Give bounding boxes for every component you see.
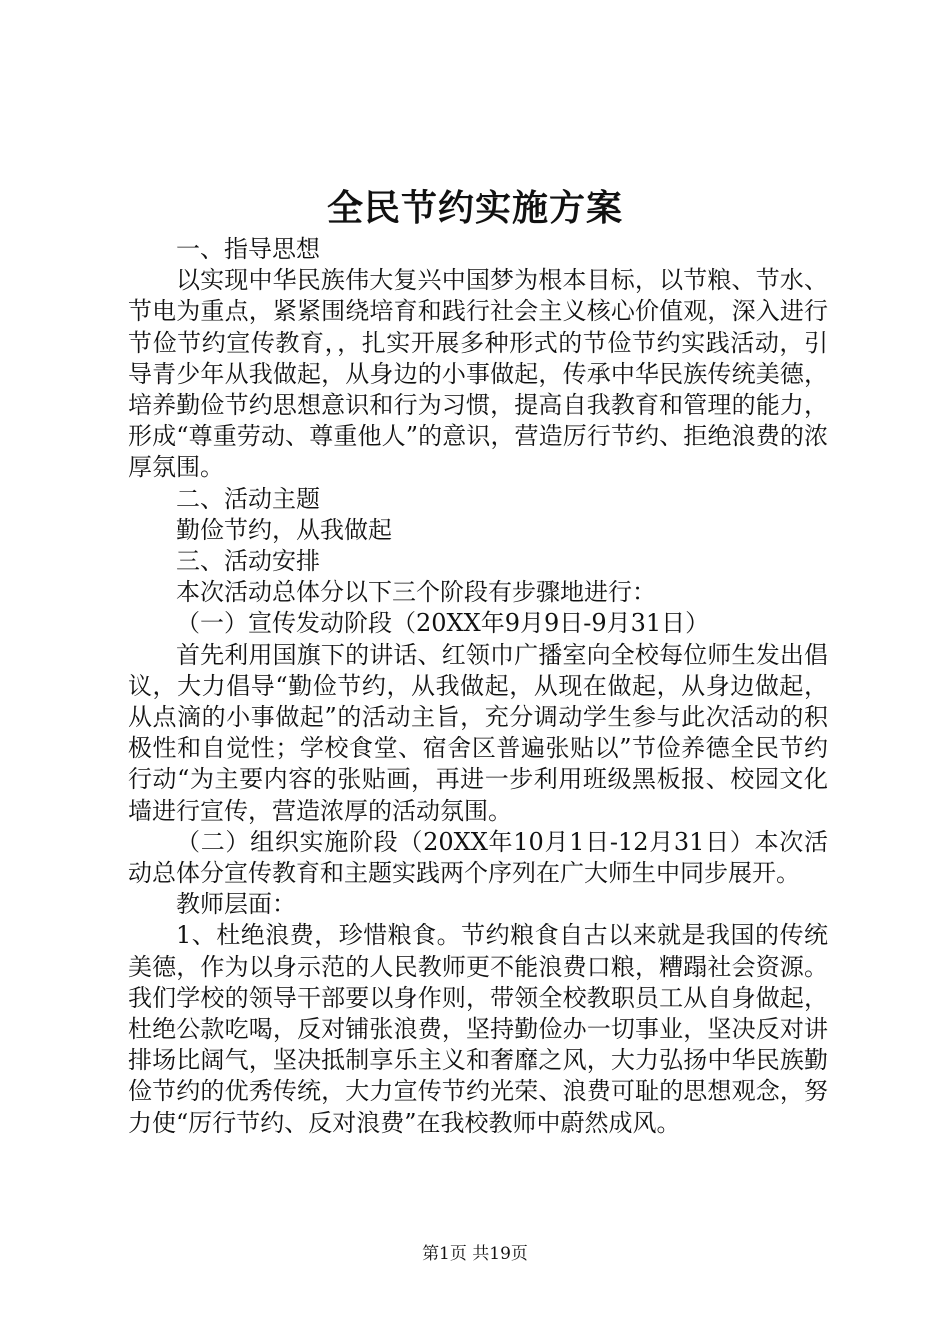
page-title: 全民节约实施方案	[326, 187, 623, 229]
section-heading: 一、指导思想	[176, 235, 320, 263]
body-paragraph: 以实现中华民族伟大复兴中国梦为根本目标，以节粮、节水、节电为重点，紧紧围绕培育和践行社会主义核心价值观，深入进行节俭节约宣传教育，，扎实开展多种形式的节俭节约实践活动，引导青少年从我做起，从身边的小事做起，传承中华民族传统美德，培养勤俭节约思想意识和行为习惯，提高自我教育和管理的能力，形成“尊重劳动、尊重他人”的意识，营造厉行节约、拒绝浪费的浓厚氛围。	[128, 266, 828, 482]
section-heading: 三、活动安排	[176, 547, 320, 576]
document-body	[128, 234, 828, 1139]
body-paragraph: 本次活动总体分以下三个阶段有步骤地进行：	[176, 578, 656, 607]
body-paragraph: 教师层面：	[176, 890, 296, 919]
body-paragraph: 勤俭节约，从我做起	[176, 515, 392, 544]
body-paragraph: 首先利用国旗下的讲话、红领巾广播室向全校每位师生发出倡议，大力倡导“勤俭节约，从我做起，从现在做起，从身边做起，从点滴的小事做起”的活动主旨，充分调动学生参与此次活动的积极性和自觉性；学校食堂、宿舍区普遍张贴以”节俭养德全民节约行动“为主要内容的张贴画，再进一步利用班级黑板报、校园文化墙进行宣传，营造浓厚的活动氛围。	[128, 640, 828, 825]
section-heading: 二、活动主题	[176, 484, 320, 513]
subsection-heading: （一）宣传发动阶段（20XX年9月9日-9月31日）	[176, 609, 710, 638]
page-footer: 第1页 共19页	[422, 1244, 528, 1264]
body-paragraph: 1、杜绝浪费，珍惜粮食。节约粮食自古以来就是我国的传统美德，作为以身示范的人民教师更不能浪费口粮，糟蹋社会资源。我们学校的领导干部要以身作则，带领全校教职员工从自身做起，杜绝公款吃喝，反对铺张浪费，坚持勤俭办一切事业，坚决反对讲排场比阔气，坚决抵制享乐主义和奢靡之风，大力弘扬中华民族勤俭节约的优秀传统，大力宣传节约光荣、浪费可耻的思想观念，努力使“厉行节约、反对浪费”在我校教师中蔚然成风。	[128, 921, 828, 1137]
body-paragraph: （二）组织实施阶段（20XX年10月1日-12月31日）本次活动总体分宣传教育和主题实践两个序列在广大师生中同步展开。	[128, 827, 828, 888]
